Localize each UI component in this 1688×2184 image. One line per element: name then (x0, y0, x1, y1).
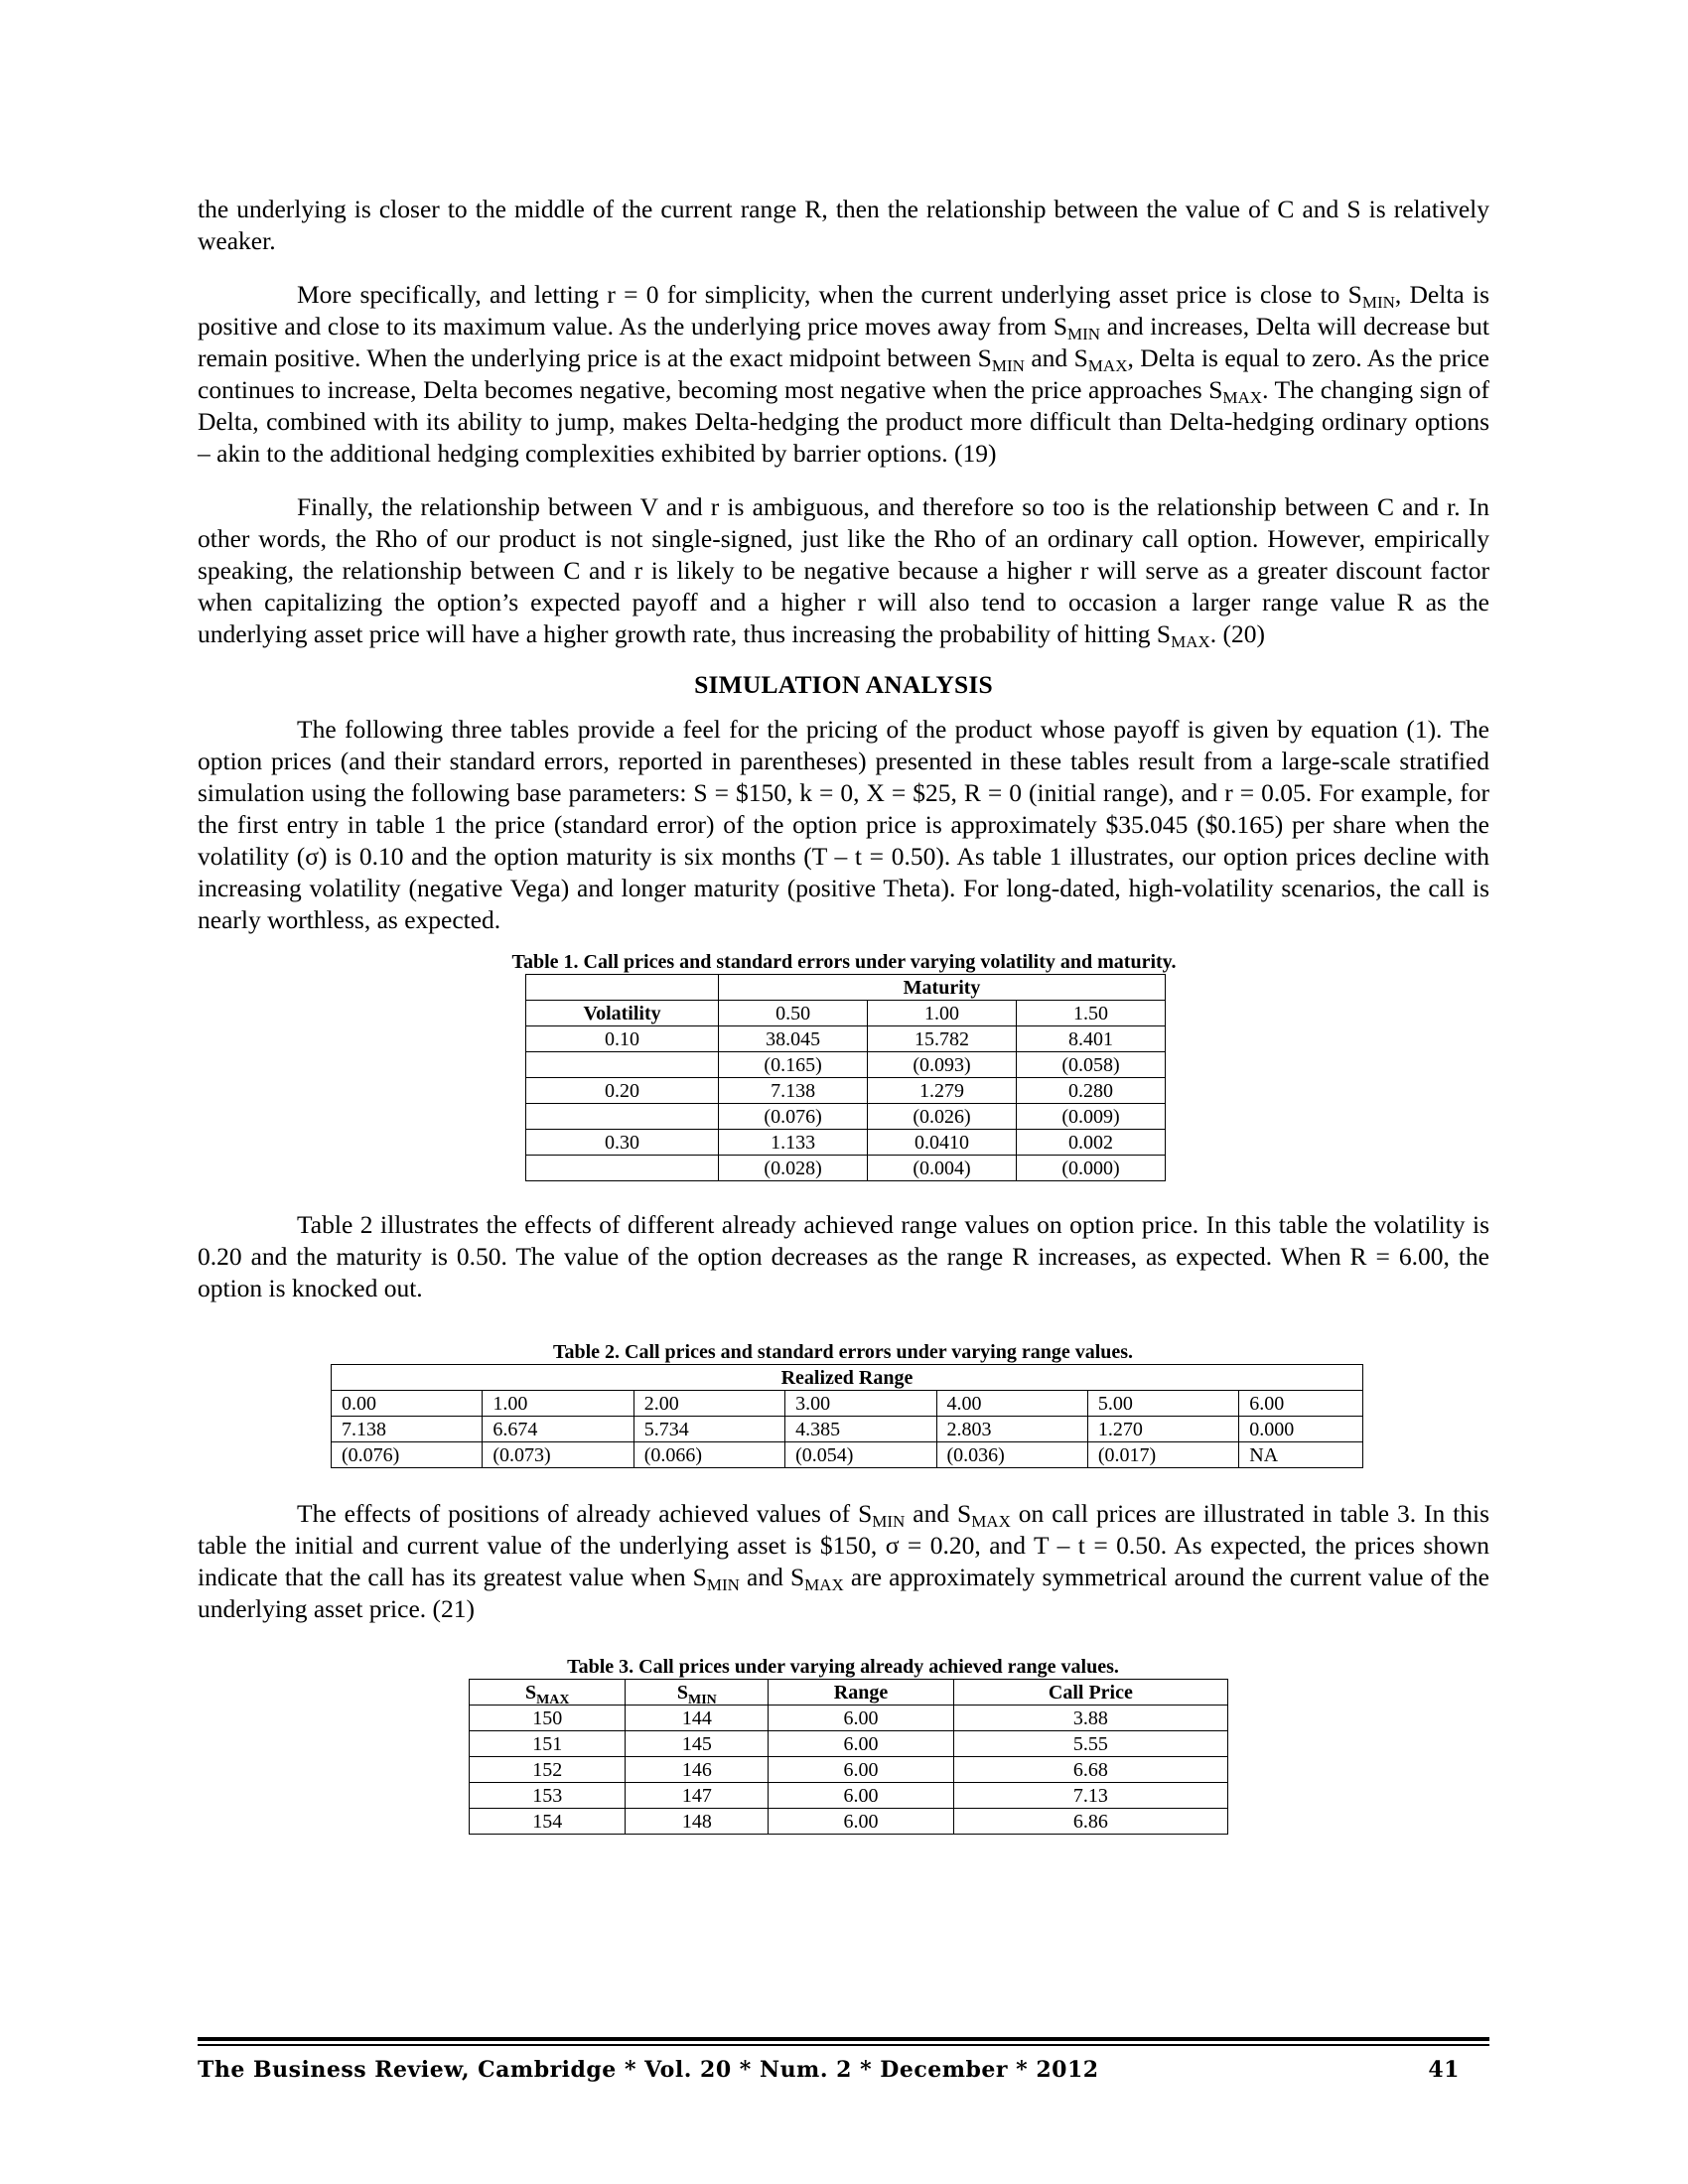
table-row (470, 1706, 1228, 1731)
table-cell: 6.86 (953, 1809, 1227, 1835)
table-cell (526, 975, 719, 1001)
table-cell: 0.00 (332, 1391, 483, 1417)
table-cell: (0.000) (1017, 1156, 1166, 1181)
table-cell: (0.076) (332, 1442, 483, 1468)
table-cell: NA (1239, 1442, 1363, 1468)
table-cell: 7.138 (719, 1078, 868, 1104)
table-row (332, 1417, 1363, 1442)
table-cell: 38.045 (719, 1026, 868, 1052)
table-cell: 144 (626, 1706, 769, 1731)
table-cell: 6.674 (483, 1417, 633, 1442)
table-cell: (0.066) (633, 1442, 784, 1468)
table-3 (469, 1679, 1228, 1835)
table-cell: 0.10 (526, 1026, 719, 1052)
table-cell: 6.00 (769, 1731, 954, 1757)
table-cell: 153 (470, 1783, 626, 1809)
table-cell: (0.076) (719, 1104, 868, 1130)
page-body (198, 194, 1489, 1835)
table-2-caption: Table 2. Call prices and standard errors under varying range values. (552, 1341, 1134, 1363)
table-cell: 152 (470, 1757, 626, 1783)
table-row (526, 975, 1166, 1001)
table-cell: 154 (470, 1809, 626, 1835)
call-price-header: Call Price (953, 1680, 1227, 1706)
table-cell: 3.88 (953, 1706, 1227, 1731)
table-cell: 5.55 (953, 1731, 1227, 1757)
table-cell: 6.00 (769, 1706, 954, 1731)
table-cell: 151 (470, 1731, 626, 1757)
table-cell: 5.00 (1087, 1391, 1238, 1417)
table-row (526, 1130, 1166, 1156)
page-number: 41 (1428, 2057, 1460, 2083)
table-cell: 1.133 (719, 1130, 868, 1156)
maturity-header: Maturity (719, 975, 1166, 1001)
table-3-caption: Table 3. Call prices under varying already achieved range values. (567, 1656, 1119, 1678)
table-cell: 150 (470, 1706, 626, 1731)
table-cell: 1.00 (483, 1391, 633, 1417)
table-2 (331, 1364, 1363, 1468)
table-cell: 147 (626, 1783, 769, 1809)
table-cell: (0.073) (483, 1442, 633, 1468)
table-cell: (0.017) (1087, 1442, 1238, 1468)
table-cell: 1.00 (868, 1001, 1017, 1026)
table-cell: 7.13 (953, 1783, 1227, 1809)
table-row (526, 1104, 1166, 1130)
table-row (526, 1026, 1166, 1052)
table-cell: 1.279 (868, 1078, 1017, 1104)
table-cell: 6.00 (769, 1783, 954, 1809)
table-cell: 0.30 (526, 1130, 719, 1156)
table-cell: (0.036) (936, 1442, 1087, 1468)
table-cell: 15.782 (868, 1026, 1017, 1052)
paragraph-4: The following three tables provide a feel for the pricing of the product whose payoff is given by equation (1). The option prices (and their standard errors, reported in parentheses) presented in these tables result from a large-scale stratified simulation using the following base parameters: S = $150, k = 0, X = $25, R = 0 (initial range), and r = 0.05. For example, for the first entry in table 1 the price (standard error) of the option price is approximately $35.045 ($0.165) per share when the volatility (σ) is 0.10 and the option maturity is six months (T – t = 0.50). As table 1 illustrates, our option prices decline with increasing volatility (negative Vega) and longer maturity (positive Theta). For long-dated, high-volatility scenarios, the call is nearly worthless, as expected. (198, 715, 1489, 934)
range-header: Range (769, 1680, 954, 1706)
table-cell: 6.00 (1239, 1391, 1363, 1417)
table-cell: 0.002 (1017, 1130, 1166, 1156)
table-row (332, 1442, 1363, 1468)
paragraph-2: More specifically, and letting r = 0 for simplicity, when the current underlying asset price is close to $S_{MIN}$, Delta is positive and close to its maximum value. As the underlying price moves away from $S_{MIN}$ and increases, Delta will decrease but remain positive. When the underlying price is at the exact midpoint between $S_{MIN}$ and $S_{MAX}$, Delta is equal to zero. As the price continues to increase, Delta becomes negative, becoming most negative when the price approaches $S_{MAX}$. The changing sign of Delta, combined with its ability to jump, makes Delta-hedging the product more difficult than Delta-hedging ordinary options – akin to the additional hedging complexities exhibited by barrier options. (19) (198, 280, 1490, 468)
paragraph-3: Finally, the relationship between V and r is ambiguous, and therefore so too is the relationship between C and r. In other words, the Rho of our product is not single-signed, just like the Rho of an ordinary call option. However, empirically speaking, the relationship between C and r is likely to be negative because a higher r will serve as a greater discount factor when capitalizing the option’s expected payoff and a higher r will also tend to occasion a larger range value R as the underlying asset price will have a higher growth rate, thus increasing the probability of hitting $S_{MAX}$. (20) (198, 492, 1489, 651)
table-cell: 0.000 (1239, 1417, 1363, 1442)
table-1-caption: Table 1. Call prices and standard errors under varying volatility and maturity. (511, 951, 1177, 973)
table-row (470, 1809, 1228, 1835)
table-cell: 148 (626, 1809, 769, 1835)
table-cell: 0.50 (719, 1001, 868, 1026)
table-cell: 6.00 (769, 1757, 954, 1783)
table-cell: (0.054) (785, 1442, 936, 1468)
table-1 (525, 974, 1166, 1181)
table-cell: 0.0410 (868, 1130, 1017, 1156)
table-cell: (0.026) (868, 1104, 1017, 1130)
footer-rule-thin (198, 2044, 1489, 2046)
table-cell: 6.68 (953, 1757, 1227, 1783)
table-cell (526, 1052, 719, 1078)
table-cell: 3.00 (785, 1391, 936, 1417)
table-row (470, 1731, 1228, 1757)
table-cell: 4.00 (936, 1391, 1087, 1417)
table-row (332, 1391, 1363, 1417)
paragraph-5: Table 2 illustrates the effects of different already achieved range values on option price. In this table the volatility is 0.20 and the maturity is 0.50. The value of the option decreases as the range R increases, as expected. When R = 6.00, the option is knocked out. (198, 1210, 1489, 1302)
table-cell: (0.004) (868, 1156, 1017, 1181)
table-row (332, 1365, 1363, 1391)
table-cell: 6.00 (769, 1809, 954, 1835)
table-cell: 145 (626, 1731, 769, 1757)
smax-header: $S_{MAX}$ (470, 1680, 626, 1706)
table-row (526, 1156, 1166, 1181)
table-row (470, 1757, 1228, 1783)
smin-header: $S_{MIN}$ (626, 1680, 769, 1706)
paragraph-1: the underlying is closer to the middle of the current range R, then the relationship between the value of C and S is relatively weaker. (198, 195, 1489, 255)
table-cell: 8.401 (1017, 1026, 1166, 1052)
table-row (470, 1680, 1228, 1706)
table-cell: 7.138 (332, 1417, 483, 1442)
table-row (526, 1078, 1166, 1104)
table-cell: (0.165) (719, 1052, 868, 1078)
table-cell: 1.270 (1087, 1417, 1238, 1442)
table-cell (526, 1156, 719, 1181)
realized-range-header: Realized Range (332, 1365, 1363, 1391)
table-cell: 2.803 (936, 1417, 1087, 1442)
table-cell (526, 1104, 719, 1130)
table-cell: 2.00 (633, 1391, 784, 1417)
section-heading: SIMULATION ANALYSIS (694, 670, 993, 699)
table-cell: (0.058) (1017, 1052, 1166, 1078)
table-cell: 4.385 (785, 1417, 936, 1442)
footer-rule (198, 2037, 1489, 2041)
table-cell: 5.734 (633, 1417, 784, 1442)
table-row (470, 1783, 1228, 1809)
paragraph-6: The effects of positions of already achieved values of $S_{MIN}$ and $S_{MAX}$ on call prices are illustrated in table 3. In this table the initial and current value of the underlying asset is $150, σ = 0.20, and T – t = 0.50. As expected, the prices shown indicate that the call has its greatest value when $S_{MIN}$ and $S_{MAX}$ are approximately symmetrical around the current value of the underlying asset price. (21) (198, 1499, 1490, 1623)
table-cell: (0.009) (1017, 1104, 1166, 1130)
journal-citation: The Business Review, Cambridge * Vol. 20 * Num. 2 * December * 2012 (198, 2057, 1099, 2083)
table-cell: 1.50 (1017, 1001, 1166, 1026)
table-cell: 0.20 (526, 1078, 719, 1104)
table-row (526, 1052, 1166, 1078)
table-cell: (0.093) (868, 1052, 1017, 1078)
table-cell: 146 (626, 1757, 769, 1783)
table-cell: (0.028) (719, 1156, 868, 1181)
volatility-header: Volatility (526, 1001, 719, 1026)
table-row (526, 1001, 1166, 1026)
table-cell: 0.280 (1017, 1078, 1166, 1104)
